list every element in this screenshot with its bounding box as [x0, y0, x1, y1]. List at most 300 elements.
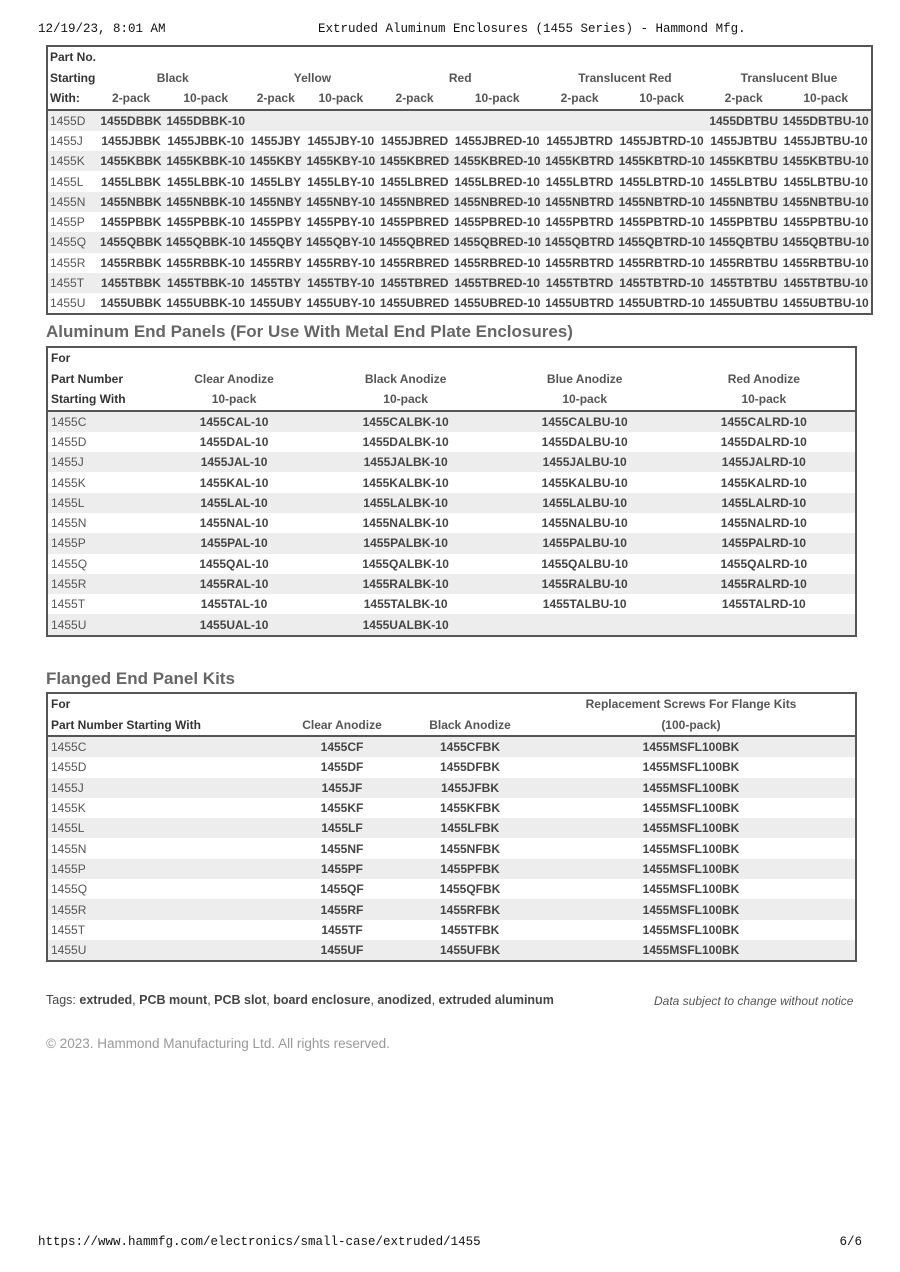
part-number-cell: 1455KBBK: [98, 151, 164, 171]
part-number-cell: 1455MSFL100BK: [527, 818, 856, 838]
table-row: [47, 411, 856, 432]
row-label-cell: 1455T: [51, 597, 86, 612]
end-panels-title: Aluminum End Panels (For Use With Metal End Plate Enclosures): [46, 322, 573, 341]
header-cell: 10-pack: [304, 88, 377, 110]
part-number-cell: 1455DAL-10: [199, 434, 269, 449]
part-number-cell: 1455TBRED-10: [452, 273, 543, 293]
table-row: [47, 472, 856, 492]
part-number-cell: 1455LALBK-10: [315, 493, 497, 513]
row-label-cell: 1455P: [50, 215, 85, 230]
part-number-cell: 1455NALBU-10: [541, 516, 628, 531]
row-label-cell: 1455Q: [51, 882, 88, 897]
header-cell: Part No.: [50, 50, 97, 65]
row-label-cell: 1455L: [47, 493, 154, 513]
part-number-cell: 1455UBTRD: [545, 296, 614, 311]
table-row: [47, 293, 872, 314]
header-cell: Part Number: [51, 371, 124, 386]
part-number-cell: 1455JALBU-10: [497, 452, 673, 472]
row-label-cell: 1455N: [47, 192, 98, 212]
header-cell: 10-pack: [315, 389, 497, 411]
table-row: [47, 879, 856, 899]
part-number-cell: 1455JAL-10: [154, 452, 315, 472]
part-number-cell: 1455KBY: [247, 151, 304, 171]
part-number-cell: 1455RBTBU-10: [782, 255, 869, 270]
row-label-cell: 1455J: [50, 133, 83, 148]
part-number-cell: 1455RBBK: [100, 255, 162, 270]
row-label-cell: 1455C: [47, 411, 154, 432]
part-number-cell: 1455JBBK: [101, 133, 161, 148]
part-number-cell: [673, 614, 856, 635]
part-number-cell: 1455NBTBU-10: [780, 192, 872, 212]
tags-line: Tags: extruded, PCB mount, PCB slot, board enclosure, anodized, extruded aluminum: [46, 993, 554, 1007]
part-number-cell: [452, 110, 543, 131]
row-label-cell: 1455L: [47, 818, 271, 838]
part-number-cell: 1455TF: [321, 922, 363, 937]
part-number-cell: 1455TALRD-10: [721, 597, 806, 612]
part-number-cell: 1455RAL-10: [154, 574, 315, 594]
part-number-cell: 1455KF: [320, 801, 364, 816]
part-number-cell: 1455TFBK: [440, 922, 500, 937]
part-number-cell: 1455PBTBU: [709, 215, 778, 230]
part-number-cell: 1455LBTBU-10: [783, 174, 869, 189]
part-number-cell: 1455LBY: [250, 174, 302, 189]
part-number-cell: [497, 614, 673, 635]
row-label-cell: 1455N: [51, 516, 87, 531]
part-number-cell: 1455RBTRD-10: [618, 255, 705, 270]
part-number-cell: 1455QBTRD: [543, 232, 616, 252]
header-cell: Starting: [50, 70, 96, 85]
part-number-cell: 1455PBTRD-10: [618, 215, 705, 230]
part-number-cell: [616, 110, 707, 131]
part-number-cell: 1455TBTBU: [707, 273, 780, 293]
part-number-cell: 1455TALBU-10: [542, 597, 627, 612]
part-number-cell: 1455RALRD-10: [673, 574, 856, 594]
table-row: [47, 513, 856, 533]
part-number-cell: 1455LBBK: [101, 174, 162, 189]
header-cell: For: [51, 697, 71, 712]
part-number-cell: 1455PBBK: [100, 215, 162, 230]
tags-label: Tags:: [46, 993, 76, 1007]
part-number-cell: 1455RBTRD: [545, 255, 614, 270]
print-header: [38, 22, 868, 38]
part-number-cell: 1455LBTRD-10: [619, 174, 704, 189]
data-notice: Data subject to change without notice: [654, 994, 854, 1008]
part-number-cell: 1455UBRED-10: [453, 296, 541, 311]
part-number-cell: 1455TBY-10: [304, 273, 377, 293]
copyright: © 2023. Hammond Manufacturing Ltd. All rights reserved.: [46, 1036, 390, 1051]
part-number-cell: 1455RBY: [249, 255, 302, 270]
part-number-cell: 1455LAL-10: [154, 493, 315, 513]
part-number-cell: 1455PBY: [250, 215, 302, 230]
part-number-cell: 1455LBY-10: [307, 174, 375, 189]
tag-link[interactable]: anodized: [377, 993, 432, 1007]
part-number-cell: 1455QALBU-10: [541, 556, 629, 571]
tag-link[interactable]: extruded aluminum: [438, 993, 554, 1007]
print-title: Extruded Aluminum Enclosures (1455 Series) - Hammond Mfg.: [318, 22, 746, 36]
part-number-cell: 1455NAL-10: [199, 516, 269, 531]
part-number-cell: 1455TBTBU-10: [780, 273, 872, 293]
row-label-cell: 1455D: [51, 434, 87, 449]
table-row: [47, 452, 856, 472]
part-number-cell: 1455LFBK: [413, 818, 527, 838]
header-cell: Starting With: [47, 389, 154, 411]
part-number-cell: 1455TAL-10: [200, 597, 268, 612]
header-cell: 2-pack: [98, 88, 164, 110]
part-number-cell: 1455JBTRD-10: [619, 133, 704, 148]
table-row: [47, 920, 856, 940]
part-number-cell: 1455LALRD-10: [673, 493, 856, 513]
row-label-cell: 1455D: [51, 760, 87, 775]
part-number-cell: 1455JBRED-10: [454, 133, 540, 148]
row-label-cell: 1455R: [47, 899, 271, 919]
part-number-cell: 1455LBTBU: [709, 174, 778, 189]
part-number-cell: 1455RF: [271, 899, 413, 919]
header-cell: 2-pack: [378, 88, 452, 110]
tag-link[interactable]: PCB mount: [139, 993, 208, 1007]
row-label-cell: 1455C: [47, 736, 271, 757]
row-label-cell: 1455Q: [47, 232, 98, 252]
part-number-cell: 1455RBBK-10: [166, 255, 246, 270]
part-number-cell: 1455QBRED-10: [452, 232, 543, 252]
table-row: [47, 432, 856, 452]
row-label-cell: 1455K: [51, 475, 86, 490]
row-label-cell: 1455U: [47, 614, 154, 635]
part-number-cell: 1455MSFL100BK: [642, 801, 740, 816]
part-number-cell: 1455QBRED: [378, 232, 452, 252]
table-row: [47, 574, 856, 594]
part-number-cell: 1455JALRD-10: [673, 452, 856, 472]
header-cell: [497, 347, 673, 369]
table-row: [47, 594, 856, 614]
part-number-cell: 1455TBTRD-10: [616, 273, 707, 293]
table-row: [47, 131, 872, 151]
header-cell: 2-pack: [247, 88, 304, 110]
part-number-cell: 1455CALBK-10: [315, 411, 497, 432]
part-number-cell: 1455NBTRD-10: [616, 192, 707, 212]
part-number-cell: 1455KBTRD: [543, 151, 616, 171]
part-number-cell: 1455DBBK: [98, 110, 164, 131]
part-number-cell: [543, 110, 616, 131]
part-number-cell: 1455NBRED-10: [452, 192, 543, 212]
part-number-cell: 1455RBRED: [379, 255, 450, 270]
table-row: [47, 818, 856, 838]
part-number-cell: 1455DF: [320, 760, 364, 775]
part-number-cell: 1455MSFL100BK: [642, 882, 740, 897]
part-number-cell: 1455KFBK: [439, 801, 501, 816]
part-number-cell: 1455DBTBU: [707, 110, 780, 131]
row-label-cell: 1455P: [47, 859, 271, 879]
part-number-cell: 1455LALBU-10: [497, 493, 673, 513]
part-number-cell: 1455NBY-10: [304, 192, 377, 212]
tag-link[interactable]: PCB slot: [214, 993, 267, 1007]
part-number-cell: 1455NBBK-10: [164, 192, 247, 212]
row-label-cell: 1455R: [47, 574, 154, 594]
part-number-cell: 1455QF: [320, 882, 364, 897]
part-number-cell: 1455PBY-10: [306, 215, 375, 230]
part-number-cell: 1455PAL-10: [154, 533, 315, 553]
header-cell: Clear Anodize: [194, 371, 274, 386]
header-cell: Black Anodize: [364, 371, 447, 386]
header-cell: 10-pack: [154, 389, 315, 411]
part-number-cell: 1455KALBU-10: [541, 475, 628, 490]
header-cell: Replacement Screws For Flange Kits: [585, 697, 797, 712]
part-number-cell: 1455PBBK-10: [166, 215, 245, 230]
row-label-cell: 1455U: [47, 940, 271, 961]
part-number-cell: 1455DALBK-10: [362, 434, 449, 449]
part-number-cell: 1455QBBK-10: [164, 232, 247, 252]
part-number-cell: 1455MSFL100BK: [527, 736, 856, 757]
part-number-cell: [378, 110, 452, 131]
part-number-cell: 1455PFBK: [413, 859, 527, 879]
part-number-cell: 1455JBY-10: [307, 133, 375, 148]
table-row: [47, 273, 872, 293]
header-cell: 10-pack: [616, 88, 707, 110]
part-number-cell: 1455JFBK: [413, 778, 527, 798]
part-number-cell: 1455KBY-10: [304, 151, 377, 171]
row-label-cell: 1455L: [50, 174, 84, 189]
part-number-cell: 1455JBTBU-10: [783, 133, 868, 148]
part-number-cell: 1455UBTRD-10: [618, 296, 705, 311]
header-cell: Blue Anodize: [546, 371, 623, 386]
part-number-cell: 1455LBRED-10: [454, 174, 540, 189]
part-number-cell: 1455QBTBU: [707, 232, 780, 252]
row-label-cell: 1455D: [47, 110, 98, 131]
part-number-cell: 1455UALBK-10: [315, 614, 497, 635]
part-number-cell: 1455PALBK-10: [315, 533, 497, 553]
part-number-cell: 1455QAL-10: [199, 556, 269, 571]
row-label-cell: 1455T: [47, 273, 98, 293]
part-number-cell: 1455PF: [271, 859, 413, 879]
table-row: [47, 110, 872, 131]
part-number-cell: 1455LBRED: [380, 174, 449, 189]
part-number-cell: 1455PBTBU-10: [783, 215, 869, 230]
part-number-cell: 1455DALBU-10: [541, 434, 628, 449]
part-number-cell: 1455UFBK: [413, 940, 527, 961]
row-label-cell: 1455K: [47, 151, 98, 171]
part-number-cell: 1455JBTRD: [546, 133, 613, 148]
table-row: [47, 212, 872, 232]
row-label-cell: 1455K: [51, 801, 86, 816]
part-number-cell: 1455TBRED: [378, 273, 452, 293]
part-number-cell: 1455KALRD-10: [720, 475, 807, 490]
row-label-cell: 1455U: [50, 296, 86, 311]
part-number-cell: 1455JALBK-10: [315, 452, 497, 472]
part-number-cell: 1455NF: [320, 841, 364, 856]
row-label-cell: 1455T: [51, 922, 86, 937]
print-url: https://www.hammfg.com/electronics/small-case/extruded/1455: [38, 1235, 481, 1249]
part-number-cell: 1455PALBU-10: [497, 533, 673, 553]
row-label-cell: 1455J: [47, 778, 271, 798]
header-cell: 10-pack: [780, 88, 872, 110]
header-yellow: Yellow: [293, 70, 332, 85]
table-row: [47, 232, 872, 252]
header-translucent-red: Translucent Red: [578, 70, 672, 85]
part-number-cell: 1455CALBU-10: [497, 411, 673, 432]
part-number-cell: 1455QBY: [247, 232, 304, 252]
part-number-cell: 1455KALBK-10: [362, 475, 449, 490]
part-number-cell: 1455KAL-10: [199, 475, 269, 490]
print-date: 12/19/23, 8:01 AM: [38, 22, 166, 36]
part-number-cell: 1455UBBK-10: [166, 296, 246, 311]
part-number-cell: 1455CFBK: [413, 736, 527, 757]
row-label-cell: 1455J: [47, 452, 154, 472]
header-red: Red: [448, 70, 472, 85]
table-row: [47, 838, 856, 858]
part-number-cell: 1455MSFL100BK: [642, 922, 740, 937]
header-cell: [673, 347, 856, 369]
flanged-kits-title: Flanged End Panel Kits: [46, 669, 235, 688]
table-row: [47, 171, 872, 191]
part-number-cell: 1455TBBK: [98, 273, 164, 293]
header-cell: [315, 347, 497, 369]
table-row: [47, 778, 856, 798]
header-cell: [271, 693, 413, 715]
part-number-cell: [304, 110, 377, 131]
row-label-cell: 1455P: [47, 533, 154, 553]
part-number-cell: 1455QALRD-10: [720, 556, 808, 571]
part-number-cell: 1455TBTRD: [543, 273, 616, 293]
part-number-cell: 1455JBTBU: [710, 133, 778, 148]
header-cell: Red Anodize: [727, 371, 800, 386]
tag-link[interactable]: board enclosure: [273, 993, 371, 1007]
table-row: [47, 899, 856, 919]
part-number-cell: 1455JBRED: [380, 133, 449, 148]
part-number-cell: 1455NFBK: [439, 841, 501, 856]
table-row: [47, 151, 872, 171]
header-cell: For: [51, 351, 71, 366]
part-number-cell: 1455MSFL100BK: [527, 899, 856, 919]
part-number-cell: 1455MSFL100BK: [527, 940, 856, 961]
part-number-cell: 1455UBY: [249, 296, 302, 311]
part-number-cell: 1455LBTRD: [545, 174, 614, 189]
part-number-cell: 1455PBTRD: [545, 215, 614, 230]
table-row: [47, 798, 856, 818]
header-cell: Clear Anodize: [271, 715, 413, 737]
part-number-cell: 1455KBRED-10: [452, 151, 543, 171]
part-number-cell: 1455NBRED: [378, 192, 452, 212]
table-row: [47, 757, 856, 777]
header-cell: Black Anodize: [413, 715, 527, 737]
part-number-cell: 1455KBTRD-10: [616, 151, 707, 171]
part-number-cell: 1455PBRED-10: [454, 215, 541, 230]
print-footer: [38, 1235, 862, 1251]
part-number-cell: 1455TBY: [247, 273, 304, 293]
tag-link[interactable]: extruded: [79, 993, 133, 1007]
part-number-cell: 1455JBBK-10: [167, 133, 245, 148]
part-number-cell: 1455RALBK-10: [315, 574, 497, 594]
header-cell: 10-pack: [164, 88, 247, 110]
part-number-cell: 1455UBBK: [100, 296, 162, 311]
end-panels-table: [46, 346, 857, 637]
part-number-cell: 1455QALBK-10: [362, 556, 449, 571]
header-black: Black: [156, 70, 189, 85]
header-cell: [413, 693, 527, 715]
part-number-cell: 1455UBRED: [379, 296, 450, 311]
part-number-cell: 1455UAL-10: [154, 614, 315, 635]
part-number-cell: 1455DBBK-10: [164, 110, 247, 131]
part-number-cell: 1455MSFL100BK: [527, 859, 856, 879]
part-number-cell: 1455DBTBU-10: [780, 110, 872, 131]
table-row: [47, 940, 856, 961]
colored-enclosures-table: [46, 45, 873, 315]
part-number-cell: 1455LF: [271, 818, 413, 838]
part-number-cell: 1455RBTBU: [709, 255, 779, 270]
table-row: [47, 859, 856, 879]
part-number-cell: 1455QBBK: [98, 232, 164, 252]
part-number-cell: 1455UBY-10: [306, 296, 376, 311]
header-cell: 10-pack: [673, 389, 856, 411]
part-number-cell: 1455NALBK-10: [362, 516, 449, 531]
flanged-kits-table: [46, 692, 857, 962]
part-number-cell: 1455PALRD-10: [673, 533, 856, 553]
header-cell: 10-pack: [452, 88, 543, 110]
header-cell: 2-pack: [707, 88, 780, 110]
header-cell: With:: [47, 88, 98, 110]
part-number-cell: 1455NBY: [247, 192, 304, 212]
part-number-cell: 1455JF: [271, 778, 413, 798]
table-row: [47, 493, 856, 513]
row-label-cell: 1455R: [50, 255, 86, 270]
part-number-cell: 1455TBBK-10: [164, 273, 247, 293]
table-row: [47, 554, 856, 574]
part-number-cell: 1455NBTRD: [543, 192, 616, 212]
part-number-cell: 1455RALBU-10: [497, 574, 673, 594]
part-number-cell: 1455NBTBU: [707, 192, 780, 212]
part-number-cell: 1455QBTBU-10: [780, 232, 872, 252]
header-cell: (100-pack): [527, 715, 856, 737]
part-number-cell: 1455RFBK: [413, 899, 527, 919]
header-translucent-blue: Translucent Blue: [740, 70, 838, 85]
part-number-cell: 1455NBBK: [98, 192, 164, 212]
part-number-cell: [247, 110, 304, 131]
row-label-cell: 1455N: [51, 841, 87, 856]
header-cell: [154, 347, 315, 369]
part-number-cell: 1455KBTBU: [707, 151, 780, 171]
part-number-cell: 1455KBRED: [378, 151, 452, 171]
part-number-cell: 1455UBTBU: [709, 296, 779, 311]
part-number-cell: 1455MSFL100BK: [642, 760, 740, 775]
part-number-cell: 1455TALBK-10: [363, 597, 448, 612]
part-number-cell: 1455UBTBU-10: [782, 296, 869, 311]
part-number-cell: 1455CAL-10: [154, 411, 315, 432]
part-number-cell: 1455JBY: [250, 133, 301, 148]
part-number-cell: 1455KBTBU-10: [780, 151, 872, 171]
header-cell: 10-pack: [497, 389, 673, 411]
table-row: [47, 533, 856, 553]
part-number-cell: 1455QBTRD-10: [616, 232, 707, 252]
part-number-cell: 1455PBRED: [380, 215, 449, 230]
part-number-cell: 1455CALRD-10: [673, 411, 856, 432]
part-number-cell: 1455KBBK-10: [164, 151, 247, 171]
part-number-cell: 1455CF: [271, 736, 413, 757]
part-number-cell: 1455MSFL100BK: [527, 778, 856, 798]
part-number-cell: 1455UF: [271, 940, 413, 961]
row-label-cell: 1455Q: [51, 556, 88, 571]
part-number-cell: 1455QFBK: [439, 882, 501, 897]
table-row: [47, 253, 872, 273]
table-row: [47, 192, 872, 212]
part-number-cell: 1455LBBK-10: [167, 174, 245, 189]
table-row: [47, 614, 856, 635]
table-row: [47, 736, 856, 757]
part-number-cell: 1455NALRD-10: [720, 516, 807, 531]
page-number: 6/6: [839, 1235, 862, 1249]
header-cell: Part Number Starting With: [47, 715, 271, 737]
part-number-cell: 1455DALRD-10: [720, 434, 807, 449]
part-number-cell: 1455RBY-10: [306, 255, 376, 270]
header-cell: 2-pack: [543, 88, 616, 110]
part-number-cell: 1455QBY-10: [304, 232, 377, 252]
